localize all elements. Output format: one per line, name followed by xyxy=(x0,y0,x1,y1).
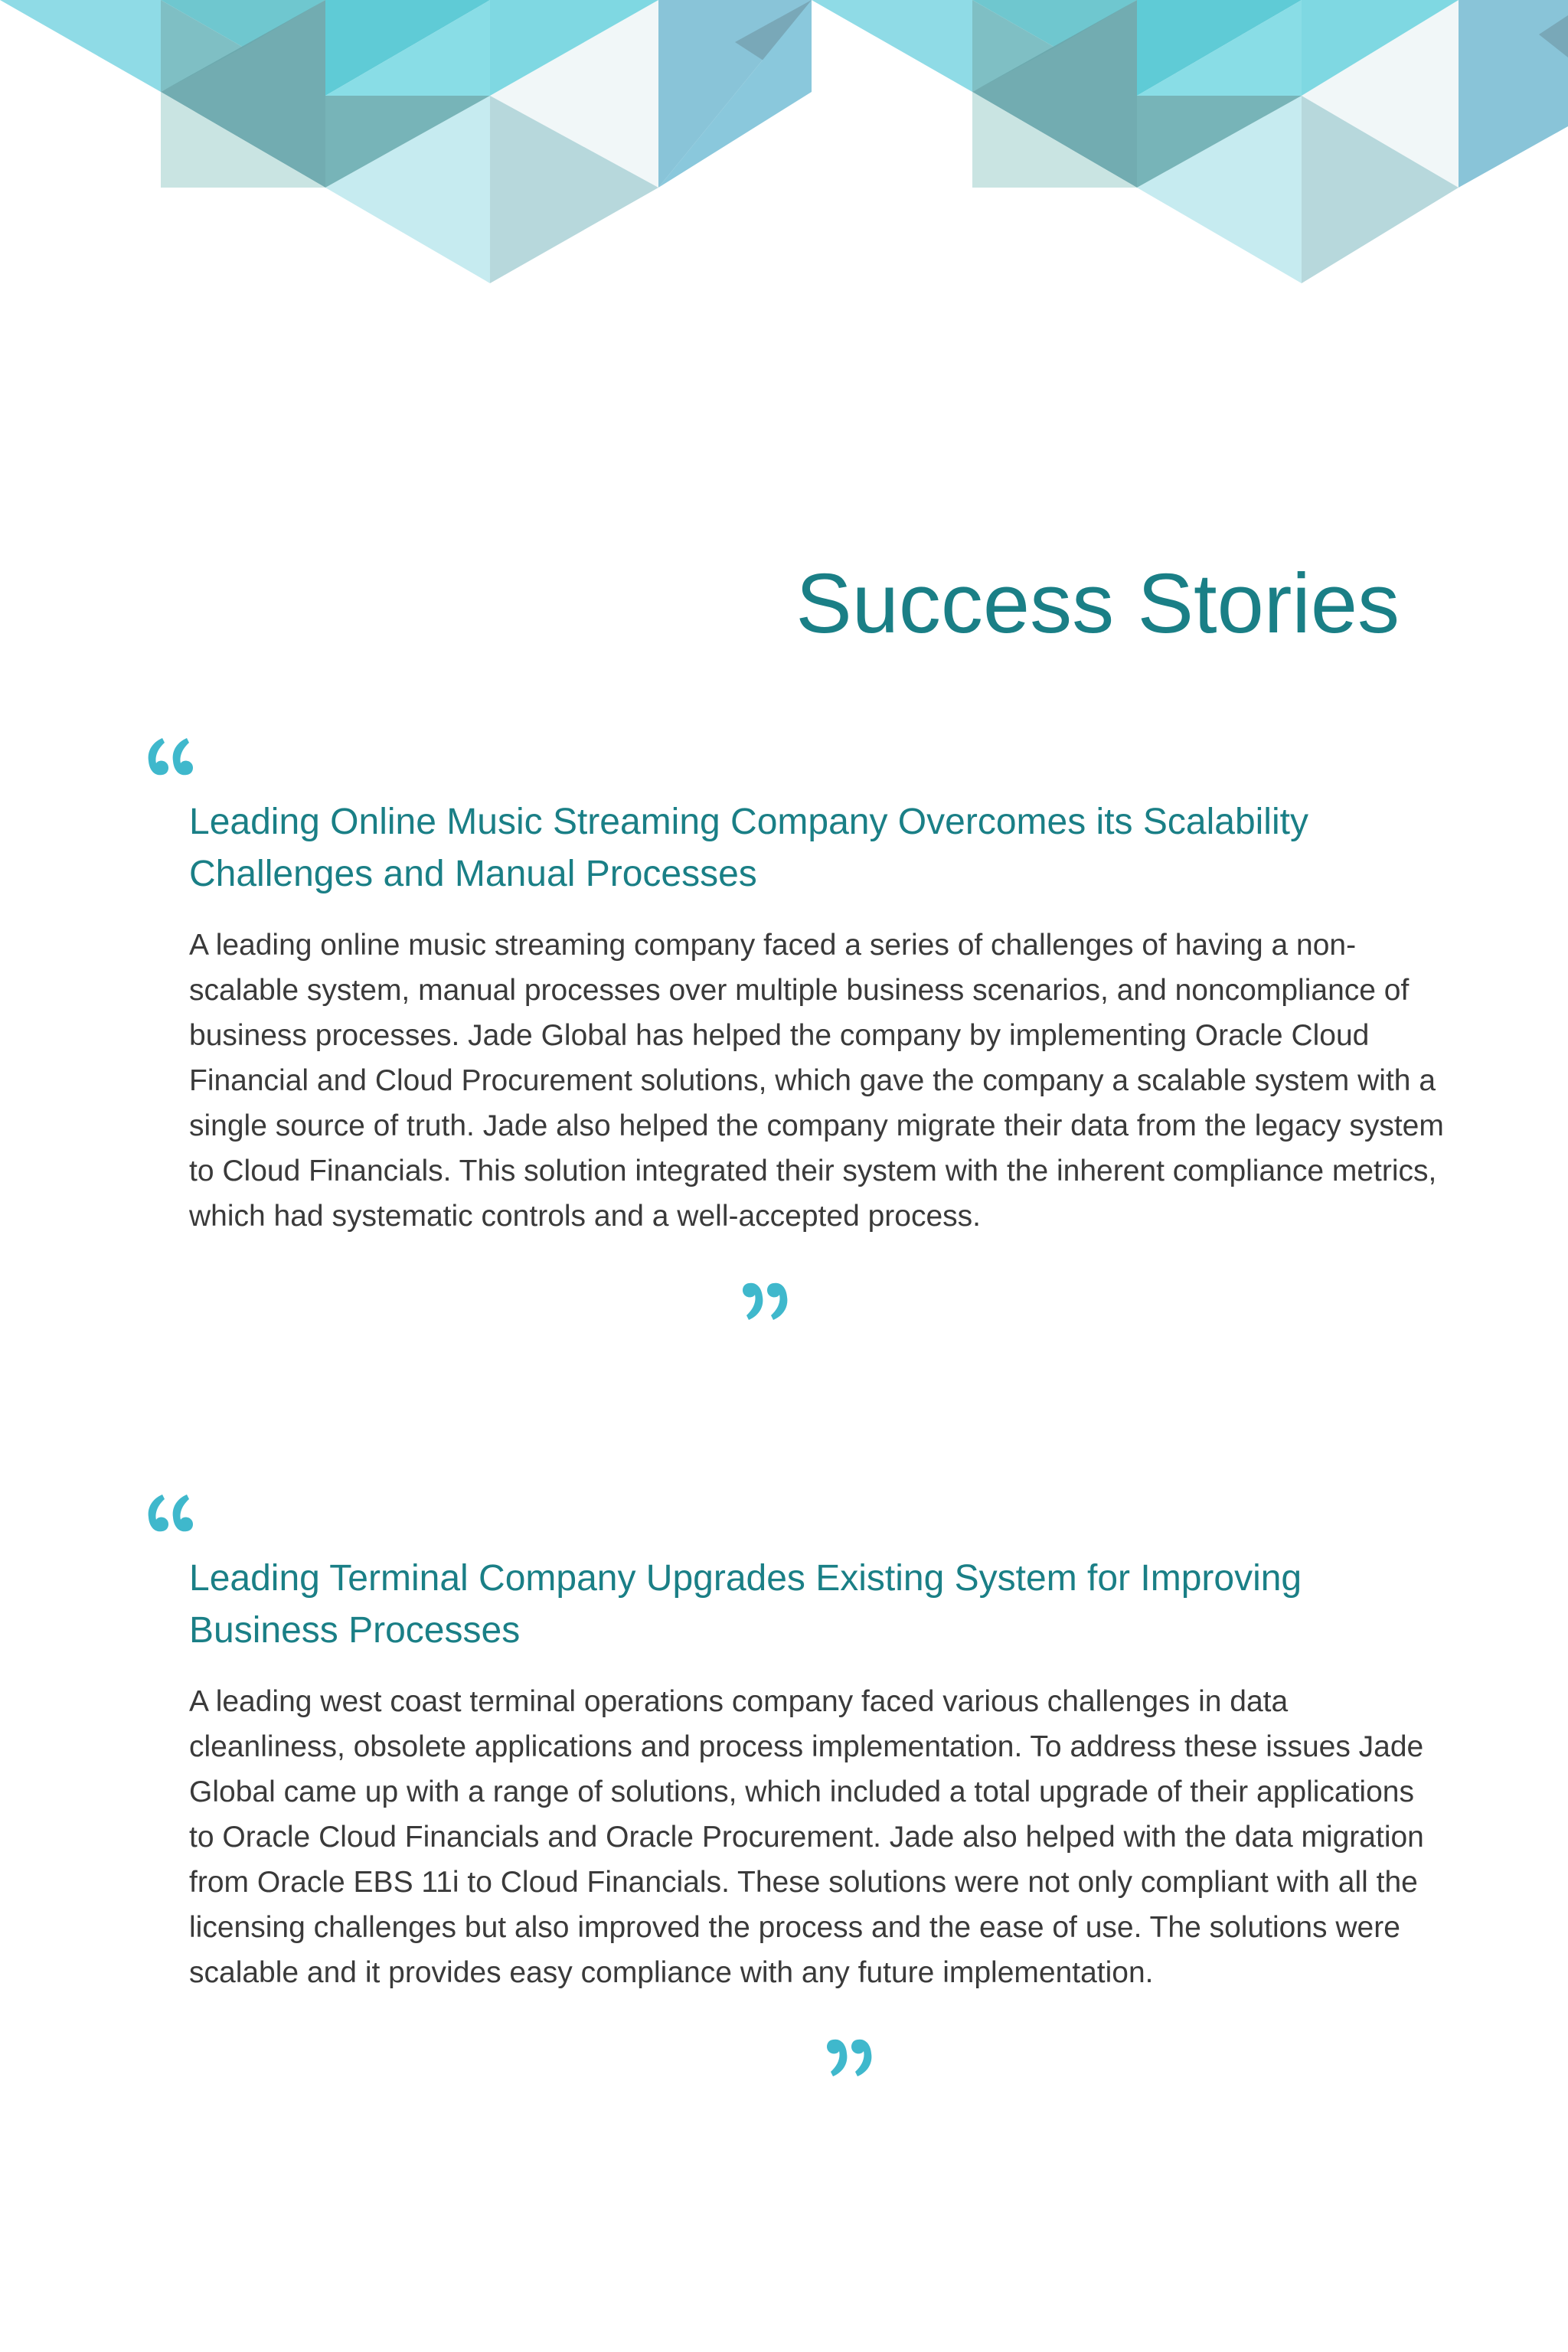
story-body: A leading online music streaming company faced a series of challenges of having a non-scalable system, manual processes over multiple business scenarios, and noncompliance of business processes. Jade Global has helped the company by implementing Oracle Cloud Financial and Cloud Procurement solutions, which gave the company a scalable system with a single source of truth. Jade also helped the company migrate their data from the legacy system to Cloud Financials. This solution integrated their system with the inherent compliance metrics, which had systematic controls and a well-accepted process. xyxy=(189,929,1444,1233)
story-heading: Leading Terminal Company Upgrades Existing System for Improving Business Processes xyxy=(189,1558,1302,1651)
page-title: Success Stories xyxy=(795,557,1400,651)
open-quote-icon xyxy=(144,1491,194,1537)
geometric-triangle-pattern xyxy=(0,0,1568,291)
story-body: A leading west coast terminal operations company faced various challenges in data cleanliness, obsolete applications and process implementation. To address these issues Jade Global came up with a range of solutions, which included a total upgrade of their applications to Oracle Cloud Financials and Oracle Procurement. Jade also helped with the data migration from Oracle EBS 11i to Cloud Financials. These solutions were not only compliant with all the licensing challenges but also improved the process and the ease of use. The solutions were scalable and it provides easy compliance with any future implementation. xyxy=(189,1685,1424,1989)
close-quote-icon xyxy=(825,2034,876,2079)
open-quote-icon xyxy=(144,735,194,781)
story-heading: Leading Online Music Streaming Company Overcomes its Scalability Challenges and Manual Processes xyxy=(189,802,1308,894)
close-quote-icon xyxy=(741,1277,792,1323)
